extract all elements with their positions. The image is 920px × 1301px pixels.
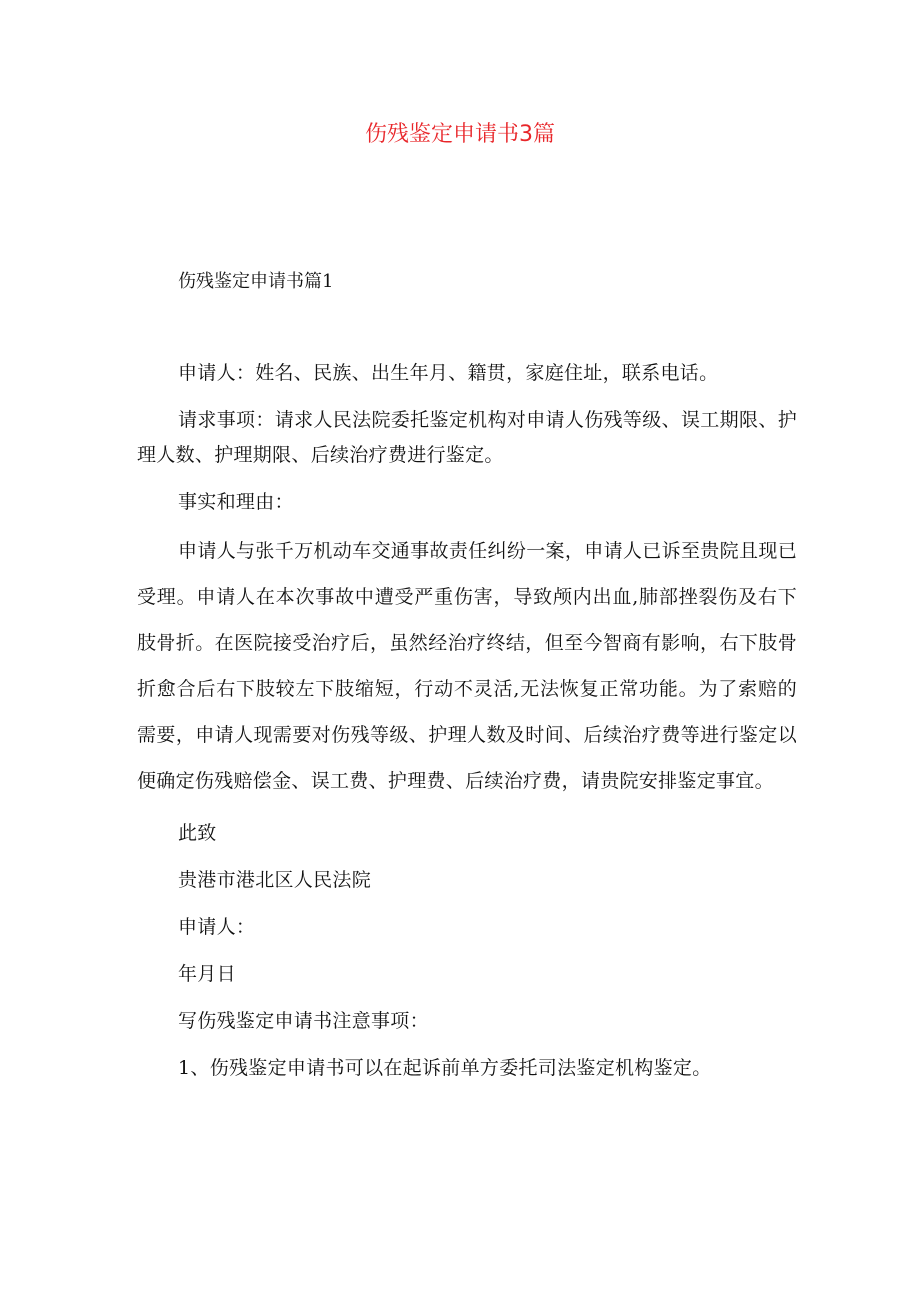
paragraph-signature: 申请人： bbox=[178, 916, 256, 938]
paragraph-date: 年月日 bbox=[178, 963, 236, 985]
paragraph-request: 请求事项：请求人民法院委托鉴定机构对申请人伤残等级、误工期限、护理人数、护理期限、后续治疗费进行鉴定。 bbox=[137, 409, 797, 466]
paragraph-facts: 申请人与张千万机动车交通事故责任纠纷一案，申请人已诉至贵院且现已受理。申请人在本次事故中遭受严重伤害，导致颅内出血,肺部挫裂伤及右下肢骨折。在医院接受治疗后，虽然经治疗终结，但至今智商有影响，右下肢骨折愈合后右下肢较左下肢缩短，行动不灵活,无法恢复正常功能。为了索赔的需要，申请人现需要对伤残等级、护理人数及时间、后续治疗费等进行鉴定以便确定伤残赔偿金、误工费、护理费、后续治疗费，请贵院安排鉴定事宜。 bbox=[137, 540, 797, 792]
section-heading: 伤残鉴定申请书篇1 bbox=[178, 271, 334, 292]
document-title: 伤残鉴定申请书3篇 bbox=[365, 122, 555, 147]
paragraph-court: 贵港市港北区人民法院 bbox=[178, 869, 372, 891]
paragraph-facts-heading: 事实和理由： bbox=[178, 491, 294, 513]
paragraph-notes-heading: 写伤残鉴定申请书注意事项： bbox=[178, 1010, 429, 1032]
paragraph-salutation: 此致 bbox=[178, 822, 217, 844]
paragraph-applicant-info: 申请人：姓名、民族、出生年月、籍贯，家庭住址，联系电话。 bbox=[178, 362, 719, 384]
paragraph-note-1: 1、伤残鉴定申请书可以在起诉前单方委托司法鉴定机构鉴定。 bbox=[178, 1057, 712, 1079]
document-body bbox=[137, 356, 797, 1098]
